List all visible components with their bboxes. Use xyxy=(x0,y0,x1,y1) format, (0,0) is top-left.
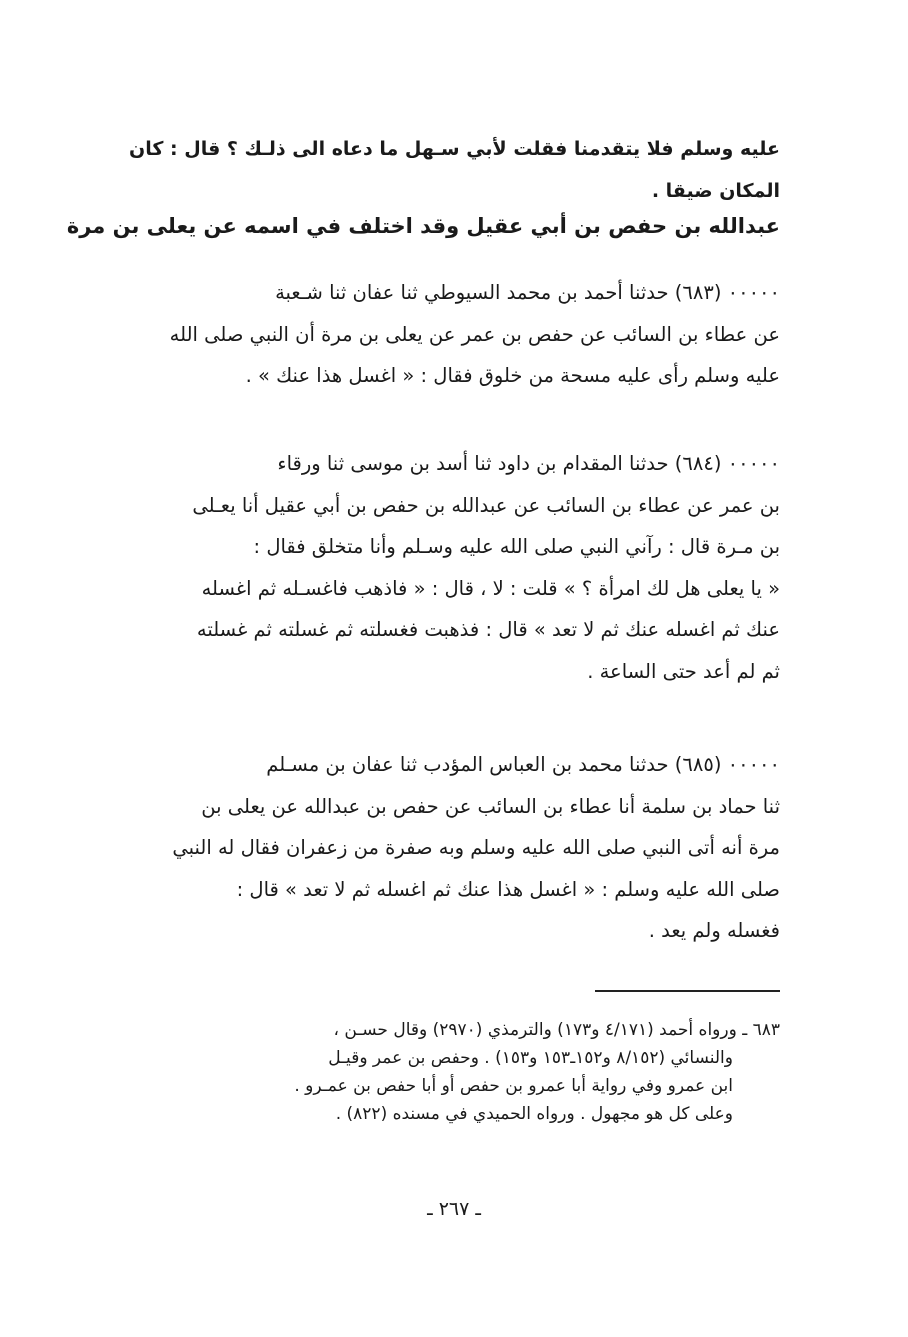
footnote-line: والنسائي (٨/١٥٢ و١٥٢ـ١٥٣ و١٥٣) . وحفص بن عمر وقيـل xyxy=(328,1048,733,1068)
text-line: عنك ثم اغسله عنك ثم لا تعد » قال : فذهبت فغسلته ثم غسلته ثم غسلته xyxy=(196,618,780,641)
footnote-line: وعلى كل هو مجهول . ورواه الحميدي في مسنده (٨٢٢) . xyxy=(335,1104,733,1124)
text-line: عليه وسلم رأى عليه مسحة من خلوق فقال : « اغسل هذا عنك » . xyxy=(245,364,780,387)
text-line: ثم لم أعد حتى الساعة . xyxy=(587,659,780,683)
text-line: بن عمر عن عطاء بن السائب عن عبدالله بن حفص بن أبي عقيل أنا يعـلى xyxy=(192,493,780,517)
page-number: ـ ٢٦٧ ـ xyxy=(427,1198,481,1220)
text-line: ثنا حماد بن سلمة أنا عطاء بن السائب عن حفص بن عبدالله عن يعلى بن xyxy=(201,794,780,818)
text-line: ٠٠٠٠٠ (٦٨٤) حدثنا المقدام بن داود ثنا أسد بن موسى ثنا ورقاء xyxy=(277,452,780,475)
text-line: ٠٠٠٠٠ (٦٨٣) حدثنا أحمد بن محمد السيوطي ثنا عفان ثنا شـعبة xyxy=(275,281,780,304)
hadith-684 xyxy=(75,443,780,692)
text-line: عن عطاء بن السائب عن حفص بن عمر عن يعلى بن مرة أن النبي صلى الله xyxy=(169,322,780,346)
text-line: فغسله ولم يعد . xyxy=(648,919,780,942)
text-line: بن مـرة قال : رآني النبي صلى الله عليه وسـلم وأنا متخلق فقال : xyxy=(253,535,780,558)
text-line: عليه وسلم فلا يتقدمنا فقلت لأبي سـهل ما دعاه الى ذلـك ؟ قال : كان xyxy=(128,138,780,160)
intro-paragraph xyxy=(75,128,780,212)
footnotes xyxy=(75,1016,780,1128)
text-line: ٠٠٠٠٠ (٦٨٥) حدثنا محمد بن العباس المؤدب ثنا عفان بن مسـلم xyxy=(266,753,780,776)
section-heading: عبدالله بن حفص بن أبي عقيل وقد اختلف في اسمه عن يعلى بن مرة xyxy=(66,214,780,238)
text-line: « يا يعلى هل لك امرأة ؟ » قلت : لا ، قال : « فاذهب فاغسـله ثم اغسله xyxy=(201,576,780,600)
hadith-683 xyxy=(75,272,780,397)
hadith-685 xyxy=(75,744,780,952)
text-line: صلى الله عليه وسلم : « اغسل هذا عنك ثم اغسله ثم لا تعد » قال : xyxy=(236,877,780,901)
text-line: مرة أنه أتى النبي صلى الله عليه وسلم وبه صفرة من زعفران فقال له النبي xyxy=(172,836,780,859)
footnote-line: ٦٨٣ ـ ورواه أحمد (٤/١٧١ و١٧٣) والترمذي (٢٩٧٠) وقال حسـن ، xyxy=(333,1020,780,1040)
footnote-line: ابن عمرو وفي رواية أبا عمرو بن حفص أو أبا حفص بن عمـرو . xyxy=(294,1076,733,1096)
footnote-divider xyxy=(595,990,780,992)
text-line: المكان ضيقا . xyxy=(651,180,780,202)
